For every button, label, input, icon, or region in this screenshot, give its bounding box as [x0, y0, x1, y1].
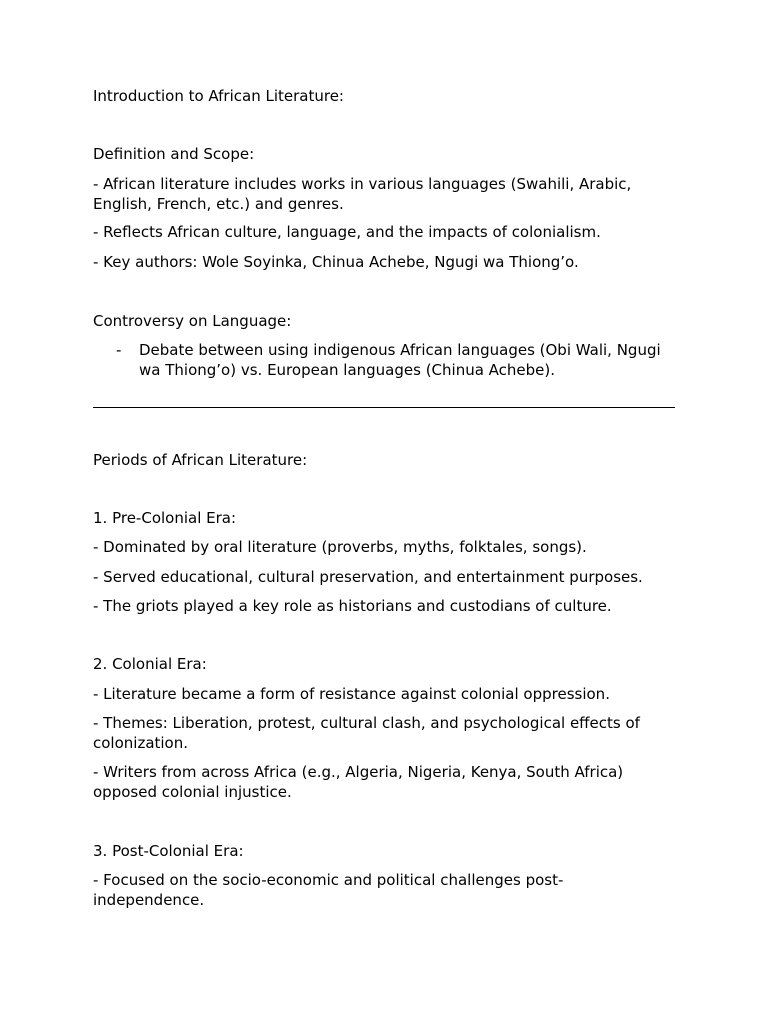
- post-colonial-line: - Focused on the socio-economic and political challenges post-independence.: [93, 871, 564, 909]
- horizontal-divider: [93, 407, 675, 408]
- periods-heading: Periods of African Literature:: [93, 451, 308, 469]
- definition-line: - Reflects African culture, language, and the impacts of colonialism.: [93, 223, 601, 241]
- colonial-line: - Literature became a form of resistance against colonial oppression.: [93, 685, 610, 703]
- definition-heading: Definition and Scope:: [93, 145, 255, 163]
- controversy-heading: Controversy on Language:: [93, 312, 292, 330]
- colonial-line: - Themes: Liberation, protest, cultural clash, and psychological effects of colonization.: [93, 714, 640, 752]
- document-title: Introduction to African Literature:: [93, 87, 344, 105]
- post-colonial-heading: 3. Post-Colonial Era:: [93, 842, 244, 860]
- controversy-bullet-text: Debate between using indigenous African languages (Obi Wali, Ngugi wa Thiong’o) vs. European languages (Chinua Achebe).: [139, 341, 661, 379]
- colonial-line: - Writers from across Africa (e.g., Algeria, Nigeria, Kenya, South Africa) opposed colonial injustice.: [93, 763, 624, 801]
- pre-colonial-line: - The griots played a key role as historians and custodians of culture.: [93, 597, 612, 615]
- pre-colonial-line: - Served educational, cultural preservation, and entertainment purposes.: [93, 568, 643, 586]
- colonial-heading: 2. Colonial Era:: [93, 655, 207, 673]
- pre-colonial-heading: 1. Pre-Colonial Era:: [93, 509, 237, 527]
- definition-line: - Key authors: Wole Soyinka, Chinua Achebe, Ngugi wa Thiong’o.: [93, 253, 579, 271]
- pre-colonial-line: - Dominated by oral literature (proverbs, myths, folktales, songs).: [93, 538, 587, 556]
- bullet-marker: -: [116, 341, 122, 359]
- definition-line: - African literature includes works in various languages (Swahili, Arabic, English, French, etc.) and genres.: [93, 175, 632, 213]
